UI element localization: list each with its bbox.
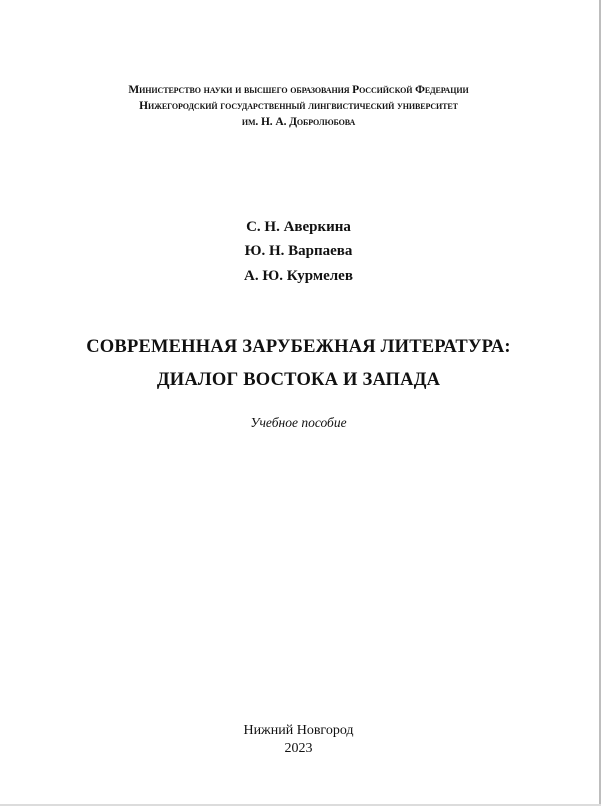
ministry-line: Министерство науки и высшего образования Российской Федерации [128,84,469,96]
book-subtitle: Учебное пособие [250,415,347,430]
university-line: Нижегородский государственный лингвистический университет [139,100,458,112]
author-name: А. Ю. Курмелев [244,268,353,284]
university-named-after: им. Н. А. Добролюбова [241,116,356,128]
publication-year: 2023 [284,741,313,756]
author-name: С. Н. Аверкина [246,219,351,235]
book-title-line-2: ДИАЛОГ ВОСТОКА И ЗАПАДА [156,370,441,390]
author-name: Ю. Н. Варпаева [244,243,353,259]
publication-city: Нижний Новгород [243,723,354,738]
book-title-line-1: СОВРЕМЕННАЯ ЗАРУБЕЖНАЯ ЛИТЕРАТУРА: [86,337,511,357]
